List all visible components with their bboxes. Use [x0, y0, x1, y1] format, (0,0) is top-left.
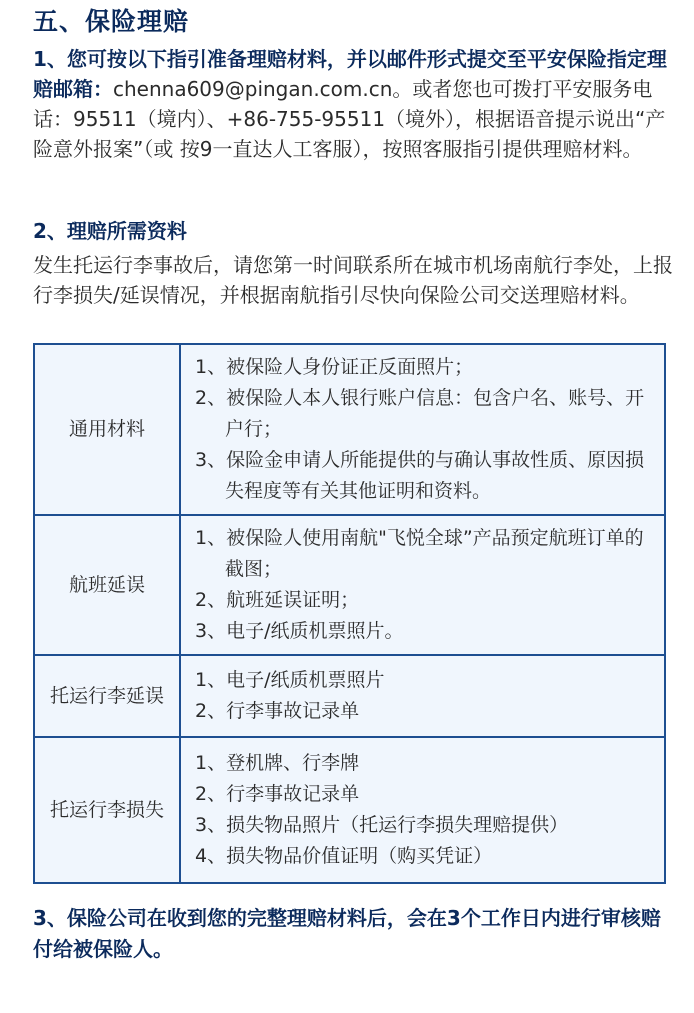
table-row: [34, 344, 665, 515]
list-item: 3、保险金申请人所能提供的与确认事故性质、原因损失程度等有关其他证明和资料。: [195, 449, 645, 502]
items-cell: [180, 515, 665, 655]
category-cell: 托运行李损失: [34, 737, 180, 883]
category-cell: 托运行李延误: [34, 655, 180, 737]
category-cell: 航班延误: [34, 515, 180, 655]
table-row: [34, 655, 665, 737]
items-cell: [180, 655, 665, 737]
list-item: 2、行李事故记录单: [195, 783, 360, 805]
list-item: 1、被保险人身份证正反面照片；: [195, 356, 474, 378]
step3-paragraph: 3、保险公司在收到您的完整理赔材料后，会在3个工作日内进行审核赔付给被保险人。: [33, 906, 661, 961]
step2-paragraph: 发生托运行李事故后，请您第一时间联系所在城市机场南航行李处，上报行李损失/延误情况，并根据南航指引尽快向保险公司交送理赔材料。: [33, 253, 673, 307]
list-item: 1、电子/纸质机票照片: [195, 669, 385, 691]
list-item: 3、损失物品照片（托运行李损失理赔提供）: [195, 814, 569, 836]
section-title: 五、保险理赔: [33, 7, 190, 36]
list-item: 1、被保险人使用南航"飞悦全球”产品预定航班订单的截图；: [195, 527, 644, 580]
items-cell: [180, 344, 665, 515]
table-row: [34, 515, 665, 655]
list-item: 1、登机牌、行李牌: [195, 752, 360, 774]
list-item: 2、行李事故记录单: [195, 700, 360, 722]
list-item: 4、损失物品价值证明（购买凭证）: [195, 845, 493, 867]
list-item: 2、被保险人本人银行账户信息：包含户名、账号、开户行；: [195, 387, 645, 440]
category-cell: 通用材料: [34, 344, 180, 515]
step1-rest: 。或者您也可拨打平安服务电话：95511（境内）、+86-755-95511（境外），根据语音提示说出“产险意外报案”（或 按9一直达人工客服），按照客服指引提供理赔材料。: [33, 77, 666, 161]
table-row: [34, 737, 665, 883]
materials-table: [33, 343, 666, 884]
step2-title: 2、理赔所需资料: [33, 219, 187, 243]
step1-paragraph: [33, 44, 673, 164]
list-item: 2、航班延误证明；: [195, 589, 360, 611]
items-cell: [180, 737, 665, 883]
list-item: 3、电子/纸质机票照片。: [195, 620, 404, 642]
claims-email[interactable]: chenna609@pingan.com.cn: [113, 77, 393, 101]
step1-lead: 1、您可按以下指引准备理赔材料，并以邮件形式提交至平安保险指定理赔邮箱：: [33, 47, 667, 101]
